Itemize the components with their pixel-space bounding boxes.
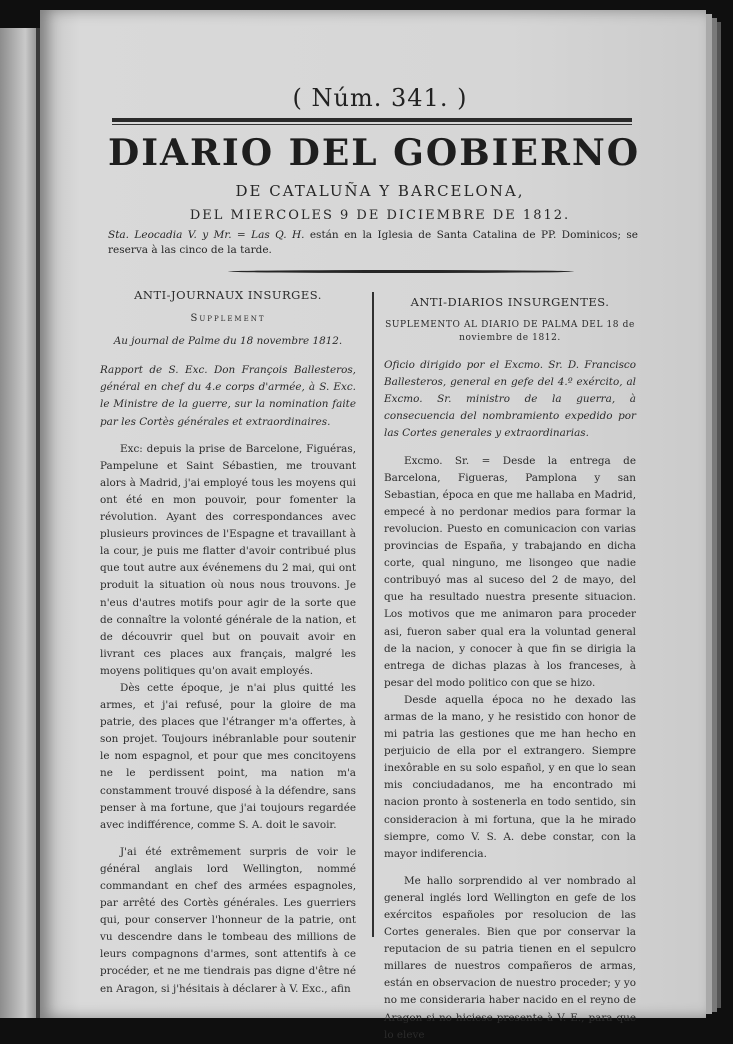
right-column-heading: ANTI-DIARIOS INSURGENTES. bbox=[410, 295, 610, 309]
ornamental-rule bbox=[228, 270, 574, 273]
right-subheading: SUPLEMENTO AL DIARIO DE PALMA DEL 18 de noviembre de 1812. bbox=[385, 320, 635, 344]
header-rule-thin bbox=[112, 124, 632, 125]
saints-notice-italic: Sta. Leocadia V. y Mr. = Las Q. H. bbox=[108, 229, 305, 241]
page-stack-edge bbox=[717, 22, 721, 1008]
left-paragraph-3: J'ai été extrêmement surpris de voir le général anglais lord Wellington, nommé commandant en chef des armées espagnoles, par arrêté des Cortès générales. Les guerriers qui, pour conserver l'honneur de la patrie, ont vu descendre dans le tombeau des millions de leurs compagnons d'armes, sont attentifs à ce procéder, et ne me tiendrais pas digne d'être né en Aragon, si j'hésitais à déclarer à V. Exc., afin bbox=[100, 845, 356, 995]
right-paragraph-2: Desde aquella época no he dexado las armas de la mano, y he resistido con honor de mi patria las gestiones que me han hecho en perjuicio de ella por el extrangero. Siempre inexôrable en su solo español, y en que lo sean mis conciudadanos, me ha encontrado mi nacion pronto à sostenerla en todo sentido, sin consideracion à mi fortuna, que la he mirado siempre, como V. S. A. debe constar, con la mayor indiferencia. bbox=[384, 693, 636, 860]
newspaper-title: DIARIO DEL GOBIERNO bbox=[108, 132, 641, 174]
header-rule bbox=[112, 118, 632, 122]
issue-date: DEL MIERCOLES 9 DE DICIEMBRE DE 1812. bbox=[189, 208, 571, 223]
left-summary: Rapport de S. Exc. Don François Ballesteros, général en chef du 4.e corps d'armée, à S. Exc. le Ministre de la guerre, sur la nomination faite par les Cortès générales et extraordinaires. bbox=[100, 364, 356, 428]
column-divider bbox=[372, 292, 374, 937]
right-paragraph-3: Me hallo sorprendido al ver nombrado al general inglés lord Wellington en gefe de los exércitos españoles por resolucion de las Cortes generales. Bien que por conservar la reputacion de su patria tienen en el sepulcro millares de nuestros compañeros de armas, están en observacion de nuestro proceder; y yo no me consideraria haber nacido en el reyno de Aragon si no hiciese presente à V. E., para que lo eleve bbox=[384, 874, 636, 1041]
saints-notice-text: están en la Iglesia de Santa Catalina de PP. Dominicos; se reserva à las cinco de la tarde. bbox=[108, 229, 638, 256]
newspaper-subtitle: DE CATALUÑA Y BARCELONA, bbox=[235, 182, 525, 200]
left-subheading: Au journal de Palme du 18 novembre 1812. bbox=[113, 335, 343, 348]
saints-notice bbox=[108, 228, 638, 258]
left-paragraph-2: Dès cette époque, je n'ai plus quitté les armes, et j'ai refusé, pour la gloire de ma patrie, des places que l'étranger m'a offertes, à son projet. Toujours inébranlable pour soutenir le nom espagnol, et pour que mes concitoyens ne le perdissent point, ma nation m'a constamment trouvé disposé à la défendre, sans penser à ma fortune, que j'ai toujours regardée avec indifférence, comme S. A. doit le savoir. bbox=[100, 681, 356, 831]
left-paragraph-1: Exc: depuis la prise de Barcelone, Figuéras, Pampelune et Saint Sébastien, me trouvant alors à Madrid, j'ai employé tous les moyens qui ont été en mon pouvoir, pour fomenter la révolution. Ayant des correspondances avec plusieurs provinces de l'Espagne et travaillant à la cour, je puis me flatter d'avoir contribué plus que tout autre aux événemens du 2 mai, qui ont produit la situation où nous nous trouvons. Je n'eus d'autres motifs pour agir de la sorte que de connaître la volonté générale de la nation, et de découvrir quel but on pouvait avoir en livrant ces places aux français, malgré les moyens politiques qu'on avait employés. bbox=[100, 442, 356, 677]
left-column-french bbox=[100, 287, 356, 998]
right-column-spanish bbox=[384, 294, 636, 1044]
left-section-label: Supplement bbox=[190, 313, 266, 325]
facing-page-edge bbox=[0, 28, 36, 1018]
right-summary: Oficio dirigido por el Excmo. Sr. D. Francisco Ballesteros, general en gefe del 4.º exército, al Excmo. Sr. ministro de la guerra, à consecuencia del nombramiento expedido por las Cortes generales y extraordinarias. bbox=[384, 359, 636, 440]
left-column-heading: ANTI-JOURNAUX INSURGES. bbox=[134, 288, 322, 302]
issue-number: ( Núm. 341. ) bbox=[292, 84, 468, 112]
right-paragraph-1: Excmo. Sr. = Desde la entrega de Barcelona, Figueras, Pamplona y san Sebastian, época en que me hallaba en Madrid, empecé à no perdonar medios para formar la revolucion. Puesto en comunicacion con varias provincias de España, y trabajando en dicha corte, qual ninguno, me lisongeo que nadie contribuyó mas al suceso del 2 de mayo, del que ha resultado nuestra presente situacion. Los motivos que me animaron para proceder asi, fueron saber qual era la voluntad general de la nacion, y conocer à que fin se dirigia la entrega de dichas plazas à los franceses, à pesar del modo politico con que se hizo. bbox=[384, 454, 636, 689]
